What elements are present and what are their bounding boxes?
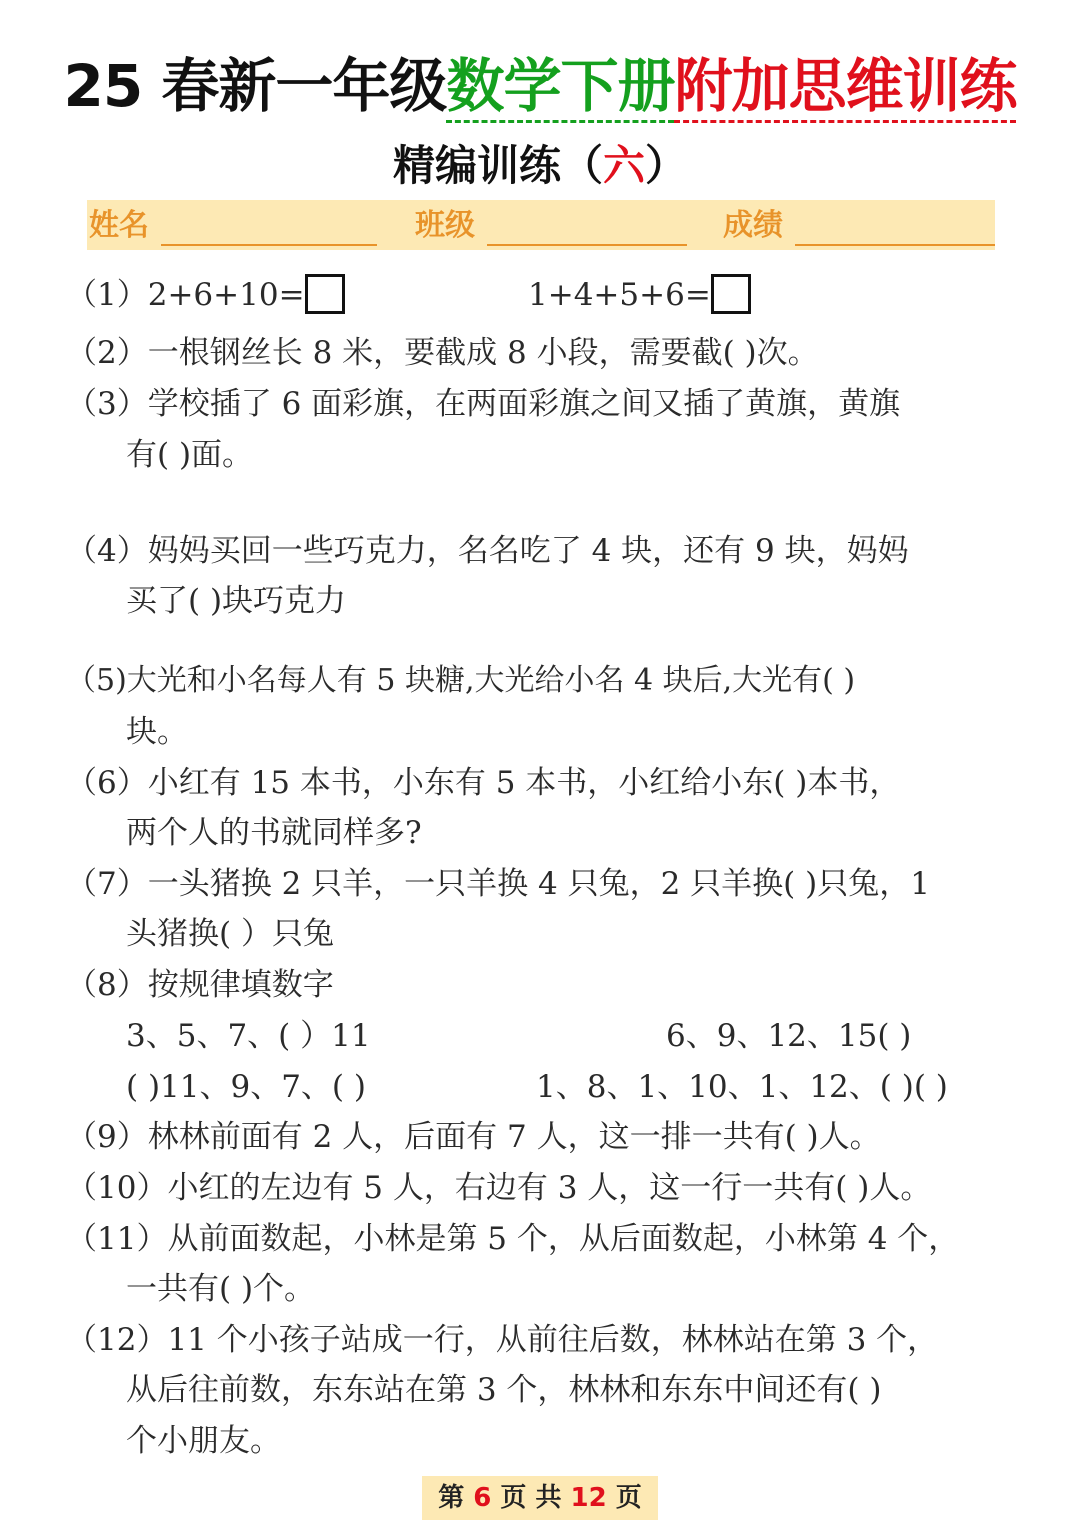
subtitle-close-paren: ） — [645, 141, 688, 190]
question-7-line1: （7）一头猪换 2 只羊，一只羊换 4 只兔，2 只羊换( )只兔，1 — [66, 866, 930, 902]
question-11-line2: 一共有( )个。 — [126, 1271, 316, 1307]
question-1a — [66, 274, 345, 316]
question-8-seq-b: 6、9、12、15( ) — [666, 1018, 912, 1054]
page-title — [0, 44, 1080, 128]
question-12-line3: 个小朋友。 — [126, 1423, 281, 1459]
answer-box[interactable] — [711, 274, 751, 314]
question-3-line1: （3）学校插了 6 面彩旗，在两面彩旗之间又插了黄旗，黄旗 — [66, 386, 901, 422]
title-topic: 附加思维训练 — [674, 52, 1016, 123]
student-info-bar — [87, 200, 995, 250]
question-12-line2: 从后往前数，东东站在第 3 个，林林和东东中间还有( ) — [126, 1372, 882, 1408]
subtitle — [0, 138, 1080, 194]
answer-box[interactable] — [305, 274, 345, 314]
question-1b — [528, 274, 751, 316]
question-6-line2: 两个人的书就同样多? — [126, 815, 422, 851]
footer-middle: 页 共 — [500, 1483, 562, 1513]
question-8: （8）按规律填数字 — [66, 967, 334, 1003]
footer-prefix: 第 — [438, 1483, 465, 1513]
subtitle-open-paren: （ — [560, 141, 603, 190]
score-label: 成绩 — [723, 208, 783, 243]
question-6-line1: （6）小红有 15 本书，小东有 5 本书，小红给小东( )本书， — [66, 765, 901, 801]
question-7-line2: 头猪换( ）只兔 — [126, 916, 334, 952]
title-subject: 数学下册 — [446, 52, 674, 123]
page-number-footer — [422, 1476, 658, 1520]
question-8-seq-a: 3、5、7、( ）11 — [126, 1018, 371, 1054]
question-10: （10）小红的左边有 5 人，右边有 3 人，这一行一共有( )人。 — [66, 1170, 932, 1206]
question-1b-text: 1+4+5+6= — [528, 277, 711, 313]
question-8-seq-c: ( )11、9、7、( ) — [126, 1069, 366, 1105]
class-blank[interactable] — [487, 244, 687, 246]
score-blank[interactable] — [795, 244, 995, 246]
name-blank[interactable] — [161, 244, 377, 246]
footer-suffix: 页 — [615, 1483, 642, 1513]
question-2: （2）一根钢丝长 8 米，要截成 8 小段，需要截( )次。 — [66, 335, 819, 371]
question-5-line2: 块。 — [126, 714, 188, 750]
question-3-line2: 有( )面。 — [126, 437, 254, 473]
question-9: （9）林林前面有 2 人，后面有 7 人，这一排一共有( )人。 — [66, 1119, 881, 1155]
class-label: 班级 — [415, 208, 475, 243]
total-page-count: 12 — [570, 1483, 607, 1513]
question-5-line1: （5)大光和小名每人有 5 块糖,大光给小名 4 块后,大光有( ) — [66, 663, 856, 698]
current-page-number: 6 — [473, 1483, 492, 1513]
question-4-line1: （4）妈妈买回一些巧克力，名名吃了 4 块，还有 9 块，妈妈 — [66, 533, 909, 569]
question-11-line1: （11）从前面数起，小林是第 5 个，从后面数起，小林第 4 个， — [66, 1221, 960, 1257]
question-12-line1: （12）11 个小孩子站成一行，从前往后数，林林站在第 3 个， — [66, 1322, 939, 1358]
title-grade: 25 春新一年级 — [63, 52, 447, 120]
question-8-seq-d: 1、8、1、10、1、12、( )( ) — [536, 1069, 948, 1105]
subtitle-number: 六 — [603, 141, 646, 190]
name-label: 姓名 — [89, 208, 149, 243]
subtitle-text: 精编训练 — [392, 141, 561, 190]
question-1a-text: （1）2+6+10= — [66, 277, 305, 313]
question-4-line2: 买了( )块巧克力 — [126, 583, 347, 619]
